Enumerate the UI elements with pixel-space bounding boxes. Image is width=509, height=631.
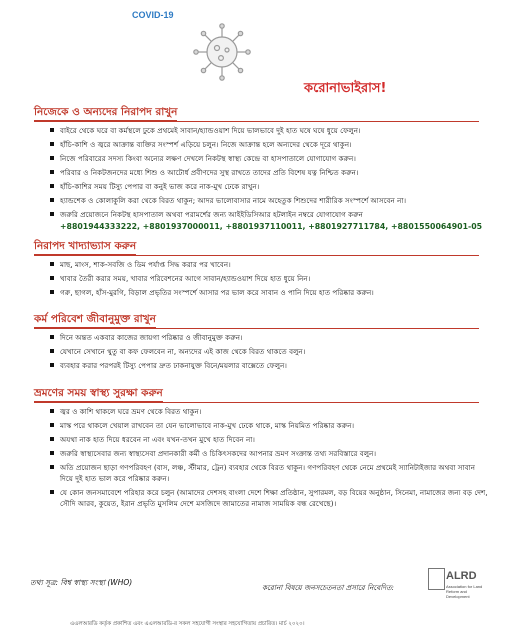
- list-item: জরুরি স্বাস্থ্যসেবার জন্য স্বাস্থ্যসেবা প্রদানকারী কর্মী ও চিকিৎসকদের আপনার ভ্রমণ সংক্রান্ত তথ্য সরবিস্তারে বলুন।: [50, 448, 490, 459]
- hotline-numbers: +8801944333222, +8801937000011, +8801937110011, +8801927711784, +8801550064901-05: [60, 222, 483, 231]
- safety-list: [50, 125, 490, 235]
- list-item: হাঁচি-কাশির সময় টিস্যু পেপার বা কনুই ভাজ করে নাক-মুখ ঢেকে রাখুন।: [50, 181, 490, 192]
- logo-text: ALRD: [446, 570, 477, 582]
- section-divider: [34, 121, 479, 122]
- travel-list: [50, 406, 490, 512]
- list-item: মাস্ক পরে থাকলে খেয়াল রাখবেন তা যেন ভালোভাবে নাক-মুখ ঢেকে থাকে, মাস্ক নিয়মিত পরিষ্কার করুন।: [50, 420, 490, 431]
- list-item: খাবার তৈরী করার সময়, খাবার পরিবেশনের আগে সাবান/হ্যান্ডওয়াশ দিয়ে হাত ধুয়ে নিন।: [50, 273, 490, 284]
- awareness-note: করোনা বিষয়ে জনসচেতনতা প্রসারে নিবেদিত:: [262, 583, 394, 592]
- main-title: করোনাভাইরাস!: [304, 81, 387, 96]
- list-item: পরিবার ও নিকটজনদের মধ্যে শিশু ও আটোর্ধ প্রবীণদের সুস্থ রাখতে তাদের প্রতি বিশেষ যত্ন নিশ্চিত করুন।: [50, 167, 490, 178]
- food-list: [50, 259, 490, 301]
- list-item: বাইরে থেকে ঘরে বা কর্মস্থলে ঢুকে প্রথমেই সাবান/হ্যান্ডওয়াশ দিয়ে ভালভাবে দুই হাত ঘষে ঘষে ধুয়ে ফেলুন।: [50, 125, 490, 136]
- list-item: গরু, ছাগল, হাঁস-মুরগি, বিড়াল প্রভৃতির সংস্পর্শে আসার পর ভাল করে সাবান ও পানি দিয়ে হাত পরিষ্কার করুন।: [50, 287, 490, 298]
- list-item: হাঁচি-কাশি ও জ্বরে আক্রান্ত ব্যক্তির সংস্পর্শ এড়িয়ে চলুন। নিজে আক্রান্ত হলে অন্যদের থেকে দূরে থাকুন।: [50, 139, 490, 150]
- section-divider: [34, 255, 479, 256]
- list-item: যে কোন জনসমাবেশে পরিহার করে চলুন (আমাদের দেশসহ বাংলা দেশে শিক্ষা প্রতিষ্ঠান, সুপারমল, বড় বিয়ের অনুষ্ঠান, সিনেমা, নামাজের জন্য বড় দেশ, সৌদি আরব, কুয়েত, ইরান প্রভৃতি মুসলিম দেশে মসজিদে জামাতের নামাজ সাময়িক বন্ধ রেখেছে)।: [50, 487, 490, 509]
- section-heading-food: নিরাপদ খাদ্যাভ্যাস করুন: [34, 240, 136, 255]
- list-item: হ্যান্ডশেক ও কোলাকুলি করা থেকে বিরত থাকুন; আদর ভালোবাসার নামে অহেতুক শিশুদের শারীরিক সংস্পর্শে আসবেন না।: [50, 195, 490, 206]
- list-item: নিজে পরিবারের সদস্য কিংবা অন্যের লক্ষণ দেখলে নিকটস্থ স্বাস্থ্য কেন্দ্রে বা হাসপাতালে যোগাযোগ করুন।: [50, 153, 490, 164]
- section-divider: [34, 402, 479, 403]
- list-item: ব্যবহার করার পরপরই টিস্যু পেপার দ্রুত ঢাকনাযুক্ত বিনে/ময়লার বাক্সেতে ফেলুন।: [50, 360, 490, 371]
- hotline-text: জরুরি প্রয়োজনে নিকটস্থ হাসপাতাল অথবা পরামর্শের জন্য আইইডিসিআর হটলাইন নম্বরে যোগাযোগ করুন: [60, 210, 363, 219]
- list-item: জ্বর ও কাশি থাকলে ঘরে ভ্রমণ থেকে বিরত থাকুন।: [50, 406, 490, 417]
- logo-mark-icon: [428, 568, 445, 590]
- list-item: যেখানে সেখানে থুতু বা কফ ফেলবেন না, অন্যদের এই কাজ থেকে বিরত থাকতে বলুন।: [50, 346, 490, 357]
- workplace-list: [50, 332, 490, 374]
- section-divider: [34, 328, 479, 329]
- alrd-logo: [428, 568, 484, 600]
- list-item: মাছ, মাংস, শাক-সবজি ও ডিম পর্যাপ্ত সিদ্ধ করার পর খাবেন।: [50, 259, 490, 270]
- section-heading-travel: ভ্রমণের সময় স্বাস্থ্য সুরক্ষা করুন: [34, 387, 163, 402]
- logo-subtitle: Association for Land Reform and Development: [446, 584, 483, 599]
- section-heading-safety: নিজেকে ও অন্যদের নিরাপদ রাখুন: [34, 106, 177, 121]
- list-item: [50, 209, 490, 232]
- list-item: দিনে অন্তত একবার কাজের জায়গা পরিষ্কার ও জীবানুমুক্ত করুন।: [50, 332, 490, 343]
- covid-label: COVID-19: [132, 10, 174, 20]
- section-heading-workplace: কর্ম পরিবেশ জীবানুমুক্ত রাখুন: [34, 313, 156, 328]
- coronavirus-icon: [190, 20, 254, 84]
- list-item: অতি প্রয়োজন ছাড়া গণপরিবহণ (বাস, লঞ্চ, স্টীমার, ট্রেন) ব্যবহার থেকে বিরত থাকুন। গণপরিবহণ থেকে নেমে প্রথমেই স্যানিটাইজার অথবা সাবান দিয়ে দুই হাত ভাল করে পরিষ্কার করুন।: [50, 462, 490, 484]
- list-item: অযথা নাক হাত দিয়ে ধরবেন না এবং যখন-তখন মুখে হাত দিবেন না।: [50, 434, 490, 445]
- source-credit: তথ্য সূত্র: বিশ্ব স্বাস্থ্য সংস্থা (WHO): [30, 578, 133, 587]
- publisher-note: এএলআরডি কর্তৃক প্রকাশিত এবং এএলআরডি-র সকল সহযোগী সংস্থার সহযোগিতায় প্রচারিত। মার্চ ২০২০।: [70, 621, 305, 627]
